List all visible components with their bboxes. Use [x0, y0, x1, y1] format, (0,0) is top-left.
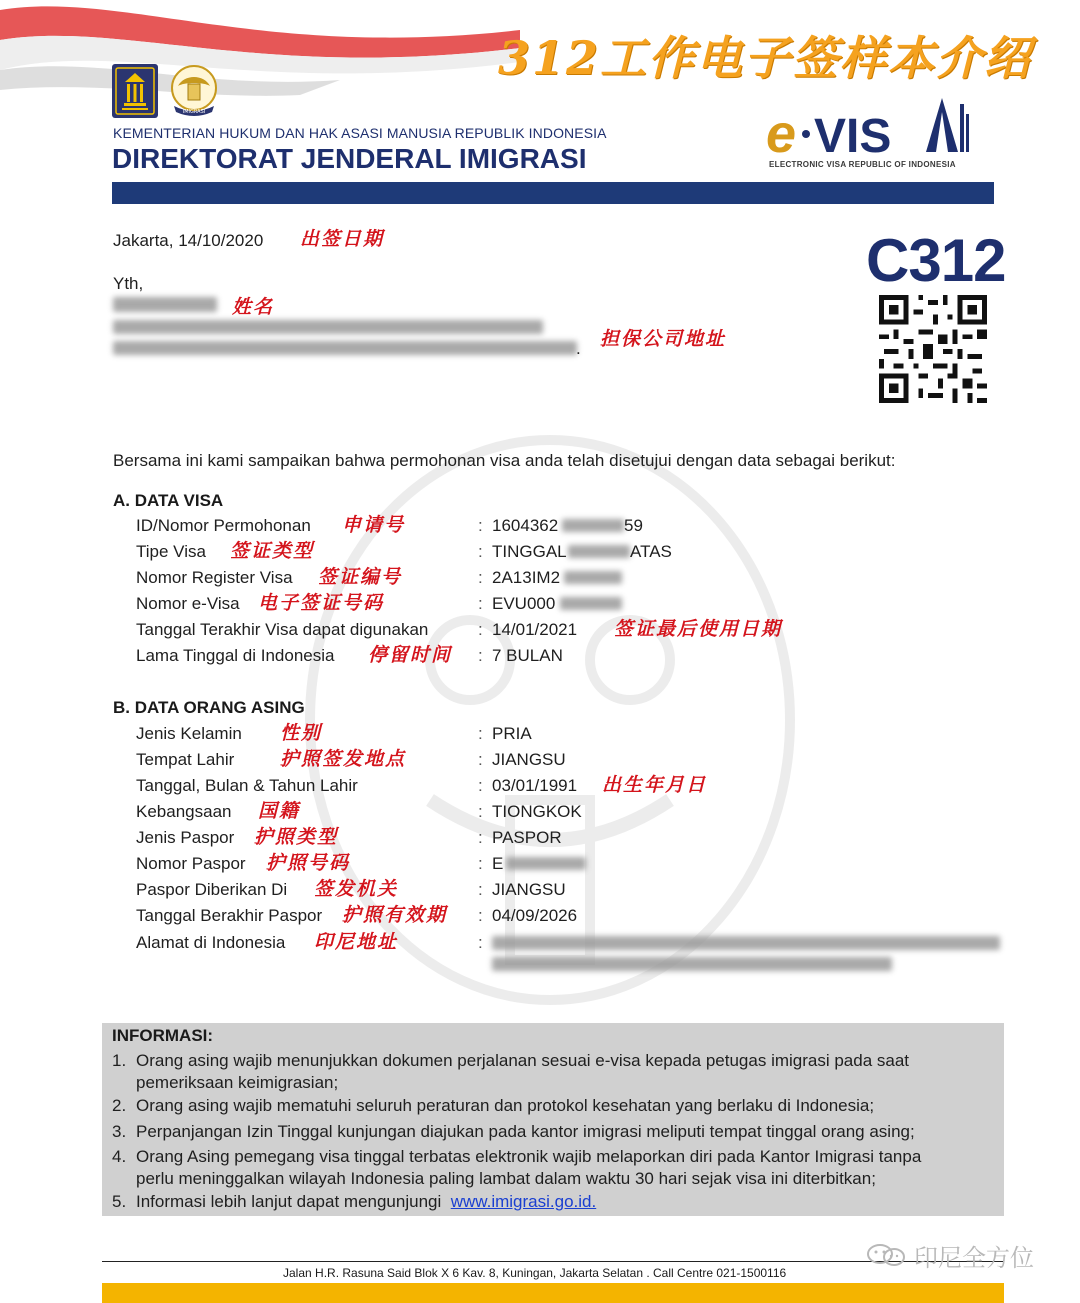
label-visa-register: Nomor Register Visa: [136, 568, 293, 587]
value-visa-last-use: 14/01/2021: [492, 620, 578, 639]
value-birthplace: JIANGSU: [492, 750, 566, 769]
label-passport-type: Jenis Paspor: [136, 828, 235, 847]
issue-date-annotation: 出签日期: [300, 228, 385, 250]
redacted-evisa-number: [560, 597, 622, 610]
annotation-visa-last-use: 签证最后使用日期: [614, 618, 783, 640]
value-application-id: 1604362: [492, 516, 559, 535]
value-passport-number: E: [492, 854, 504, 873]
header-divider-bar: [112, 182, 994, 204]
section-a-heading: A. DATA VISA: [113, 491, 224, 510]
wechat-icon: [866, 1242, 910, 1268]
salutation: Yth,: [113, 274, 144, 293]
info-number-5: 5.: [112, 1192, 127, 1211]
annotation-passport-expiry: 护照有效期: [342, 904, 448, 926]
info-number-2: 2.: [112, 1096, 127, 1115]
information-title: INFORMASI:: [112, 1026, 214, 1045]
chinese-title: 312工作电子签样本介绍: [498, 31, 1033, 85]
info-number-4: 4.: [112, 1147, 127, 1166]
annotation-nationality: 国籍: [258, 800, 301, 822]
intro-text: Bersama ini kami sampaikan bahwa permohonan visa anda telah disetujui dengan data sebagai berikut:: [113, 451, 896, 470]
label-indonesia-address: Alamat di Indonesia: [136, 933, 286, 952]
label-birthdate: Tanggal, Bulan & Tahun Lahir: [136, 776, 358, 795]
info-number-3: 3.: [112, 1122, 127, 1141]
info-item-4-line2: perlu meninggalkan wilayah Indonesia paling lambat dalam waktu 30 hari sejak visa ini diterbitkan;: [136, 1169, 876, 1188]
annotation-stay-length: 停留时间: [368, 644, 453, 666]
redacted-visa-type: [568, 545, 630, 558]
value-evisa-number: EVU000: [492, 594, 556, 613]
value-visa-type-tail: ATAS: [630, 542, 672, 561]
name-annotation: 姓名: [232, 296, 275, 318]
place-date: Jakarta, 14/10/2020: [113, 231, 264, 250]
redacted-name: [113, 297, 217, 312]
qr-code: [878, 295, 988, 403]
value-nationality: TIONGKOK: [492, 802, 582, 821]
value-passport-issuer: JIANGSU: [492, 880, 566, 899]
annotation-visa-type: 签证类型: [230, 540, 315, 562]
redacted-address-line2: [113, 341, 577, 355]
label-passport-expiry: Tanggal Berakhir Paspor: [136, 906, 323, 925]
svg-text:e: e: [766, 104, 797, 164]
redacted-passport-number: [506, 857, 586, 870]
redacted-indonesia-address-line2: [492, 957, 892, 971]
imigrasi-website-link[interactable]: www.imigrasi.go.id.: [450, 1192, 597, 1211]
ministry-name: KEMENTERIAN HUKUM DAN HAK ASASI MANUSIA REPUBLIK INDONESIA: [113, 125, 607, 141]
annotation-passport-number: 护照号码: [266, 852, 351, 874]
info-item-2-line1: Orang asing wajib mematuhi seluruh peraturan dan protokol kesehatan yang berlaku di Indonesia;: [136, 1096, 875, 1115]
label-passport-issuer: Paspor Diberikan Di: [136, 880, 288, 899]
redacted-application-id: [562, 519, 624, 532]
info-item-1-line2: pemeriksaan keimigrasian;: [136, 1073, 339, 1092]
redacted-indonesia-address-line1: [492, 936, 1000, 950]
label-application-id: ID/Nomor Permohonan: [136, 516, 311, 535]
ministry-emblem-icon: [112, 64, 158, 118]
label-passport-number: Nomor Paspor: [136, 854, 246, 873]
wechat-watermark-text: 印尼全方位: [914, 1244, 1034, 1272]
annotation-birthdate: 出生年月日: [602, 774, 708, 796]
annotation-passport-issuer: 签发机关: [314, 878, 399, 900]
annotation-indonesia-address: 印尼地址: [314, 931, 399, 953]
annotation-birthplace: 护照签发地点: [280, 748, 407, 770]
visa-code: C312: [866, 227, 1006, 294]
info-item-3-line1: Perpanjangan Izin Tinggal kunjungan diajukan pada kantor imigrasi meliputi tempat tinggal orang asing;: [136, 1122, 915, 1141]
value-passport-expiry: 04/09/2026: [492, 906, 578, 925]
flag-swoosh-decoration: [0, 0, 520, 110]
annotation-application-id: 申请号: [342, 514, 406, 536]
info-item-5-text: Informasi lebih lanjut dapat mengunjungi: [136, 1192, 442, 1211]
label-nationality: Kebangsaan: [136, 802, 232, 821]
info-item-4-line1: Orang Asing pemegang visa tinggal terbatas elektronik wajib melaporkan diri pada Kantor Imigrasi tanpa: [136, 1147, 922, 1166]
section-b-heading: B. DATA ORANG ASING: [113, 698, 305, 717]
value-visa-type: TINGGAL: [492, 542, 567, 561]
redacted-visa-register: [564, 571, 622, 584]
info-item-5-line1: [136, 1192, 596, 1212]
value-passport-type: PASPOR: [492, 828, 562, 847]
annotation-passport-type: 护照类型: [254, 826, 339, 848]
sponsor-address-annotation: 担保公司地址: [600, 328, 727, 350]
label-visa-last-use: Tanggal Terakhir Visa dapat digunakan: [136, 620, 429, 639]
info-item-1-line1: Orang asing wajib menunjukkan dokumen perjalanan sesuai e-visa kepada petugas imigrasi pada saat: [136, 1051, 910, 1070]
value-gender: PRIA: [492, 724, 532, 743]
label-gender: Jenis Kelamin: [136, 724, 242, 743]
value-visa-register: 2A13IM2: [492, 568, 561, 587]
svg-text:VIS: VIS: [814, 110, 892, 163]
annotation-gender: 性别: [280, 722, 323, 744]
footer-yellow-bar: [102, 1283, 1004, 1303]
label-stay-length: Lama Tinggal di Indonesia: [136, 646, 335, 665]
emblem-caption: IMIGRASI: [182, 109, 206, 115]
label-visa-type: Tipe Visa: [136, 542, 206, 561]
evisa-subtitle: ELECTRONIC VISA REPUBLIC OF INDONESIA: [769, 160, 956, 169]
label-birthplace: Tempat Lahir: [136, 750, 235, 769]
address-period: .: [576, 339, 581, 358]
footer-address: Jalan H.R. Rasuna Said Blok X 6 Kav. 8, Kuningan, Jakarta Selatan . Call Centre 021-1500116: [283, 1266, 787, 1280]
annotation-evisa-number: 电子签证号码: [258, 592, 385, 614]
value-application-id-tail: 59: [624, 516, 643, 535]
redacted-address-line1: [113, 320, 543, 334]
immigration-emblem-icon: [164, 62, 224, 120]
directorate-title: DIREKTORAT JENDERAL IMIGRASI: [112, 143, 587, 174]
info-number-1: 1.: [112, 1051, 127, 1070]
annotation-visa-register: 签证编号: [318, 566, 403, 588]
value-birthdate: 03/01/1991: [492, 776, 578, 795]
value-stay-length: 7 BULAN: [492, 646, 563, 665]
label-evisa-number: Nomor e-Visa: [136, 594, 240, 613]
